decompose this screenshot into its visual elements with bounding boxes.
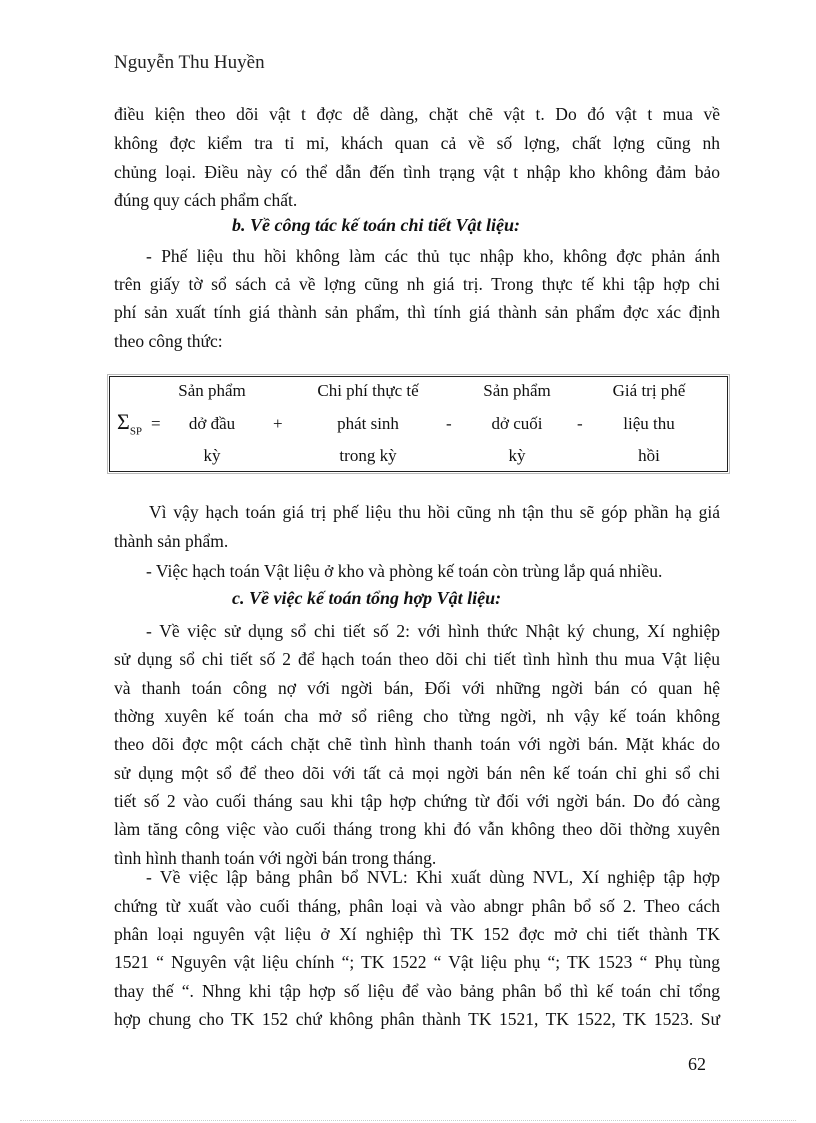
formula-col4: Giá trị phế <box>612 381 686 400</box>
heading-c: c. Về việc kế toán tổng hợp Vật liệu: <box>232 588 502 608</box>
para1-line: chủng loại. Điều này có thể dẫn đến tình trạng vật t nhập kho không đảm bảo <box>114 162 720 182</box>
formula-box <box>109 376 728 472</box>
para6-line: hợp chung cho TK 152 chứ không phân thành TK 1521, TK 1522, TK 1523. Sư <box>114 1009 720 1029</box>
equals-sign: = <box>151 414 161 433</box>
para5-line: tiết số 2 vào cuối tháng sau khi tập hợp chứng từ đối với ngời bán. Do đó càng <box>114 791 720 811</box>
para3-line: thành sản phẩm. <box>114 531 229 551</box>
para4-line: - Việc hạch toán Vật liệu ở kho và phòng kế toán còn trùng lắp quá nhiều. <box>146 561 663 581</box>
heading-b: b. Về công tác kế toán chi tiết Vật liệu: <box>232 215 520 235</box>
para5-line: sử dụng một sổ để theo dõi với tất cả mọi ngời bán nên kế toán chỉ ghi sổ chi <box>114 763 720 783</box>
para1-line: đúng quy cách phẩm chất. <box>114 190 298 210</box>
formula-col1: Sản phẩm <box>178 381 246 400</box>
para6-line: - Về việc lập bảng phân bổ NVL: Khi xuất dùng NVL, Xí nghiệp tập hợp <box>146 867 720 887</box>
formula-col1: kỳ <box>203 446 221 465</box>
para5-line: làm tăng công việc vào cuối tháng trong khi đó vẫn không theo dõi thờng xuyên <box>114 819 720 839</box>
para1-line: điều kiện theo dõi vật t đợc dễ dàng, chặt chẽ vật t. Do đó vật t mua về <box>114 104 720 124</box>
para6-line: phân loại nguyên vật liệu ở Xí nghiệp thì TK 152 đợc mở chi tiết thành TK <box>114 924 720 944</box>
page-header-author: Nguyễn Thu Huyền <box>114 52 265 73</box>
minus-operator: - <box>446 414 452 433</box>
sigma-symbol: $\Sigma_{SP}$ <box>117 409 143 438</box>
para2-line: trên giấy tờ sổ sách cả về lợng cũng nh giá trị. Trong thực tế khi tập hợp chi <box>114 274 720 294</box>
para5-line: sử dụng sổ chi tiết số 2 để hạch toán theo dõi chi tiết tình hình thu mua Vật liệu <box>114 649 720 669</box>
formula-col3: Sản phẩm <box>483 381 551 400</box>
para5-line: theo dõi đợc một cách chặt chẽ tình hình thanh toán với ngời bán. Mặt khác do <box>114 734 720 754</box>
formula-col1: dở đầu <box>188 414 236 433</box>
para1-line: không đợc kiểm tra tỉ mỉ, khách quan cả về số lợng, chất lợng cũng nh <box>114 133 720 153</box>
para2-line: - Phế liệu thu hồi không làm các thủ tục nhập kho, không đợc phản ánh <box>146 246 720 266</box>
para3-line: Vì vậy hạch toán giá trị phế liệu thu hồi cũng nh tận thu sẽ góp phần hạ giá <box>149 502 720 522</box>
formula-col4: hồi <box>638 446 660 465</box>
para5-line: tình hình thanh toán với ngời bán trong tháng. <box>114 848 437 868</box>
para5-line: thờng xuyên kế toán cha mở sổ riêng cho từng ngời, nh vậy kế toán không <box>114 706 720 726</box>
para5-line: và thanh toán công nợ với ngời bán, Đối với những ngời bán có quan hệ <box>114 678 720 698</box>
formula-col2: Chi phí thực tế <box>317 381 419 400</box>
formula-col4: liệu thu <box>623 414 675 433</box>
formula-col3: kỳ <box>508 446 526 465</box>
formula-col2: phát sinh <box>337 414 399 433</box>
para6-line: 1521 “ Nguyên vật liệu chính “; TK 1522 “ Vật liệu phụ “; TK 1523 “ Phụ tùng <box>114 952 720 972</box>
formula-col2: trong kỳ <box>339 446 397 465</box>
para5-line: - Về việc sử dụng sổ chi tiết số 2: với hình thức Nhật ký chung, Xí nghiệp <box>146 621 720 641</box>
para2-line: theo công thức: <box>114 331 223 351</box>
para2-line: phí sản xuất tính giá thành sản phẩm, thì tính giá thành sản phẩm đợc xác định <box>114 302 720 322</box>
minus-operator: - <box>577 414 583 433</box>
page-number: 62 <box>688 1054 706 1074</box>
formula-col3: dở cuối <box>491 414 543 433</box>
plus-operator: + <box>273 414 283 433</box>
para6-line: chứng từ xuất vào cuối tháng, phân loại và vào abngr phân bổ số 2. Theo cách <box>114 896 720 916</box>
para6-line: thay thế “. Nhng khi tập hợp số liệu để vào bảng phân bổ thì kế toán chỉ tổng <box>114 981 720 1001</box>
footer-divider <box>20 1120 796 1121</box>
